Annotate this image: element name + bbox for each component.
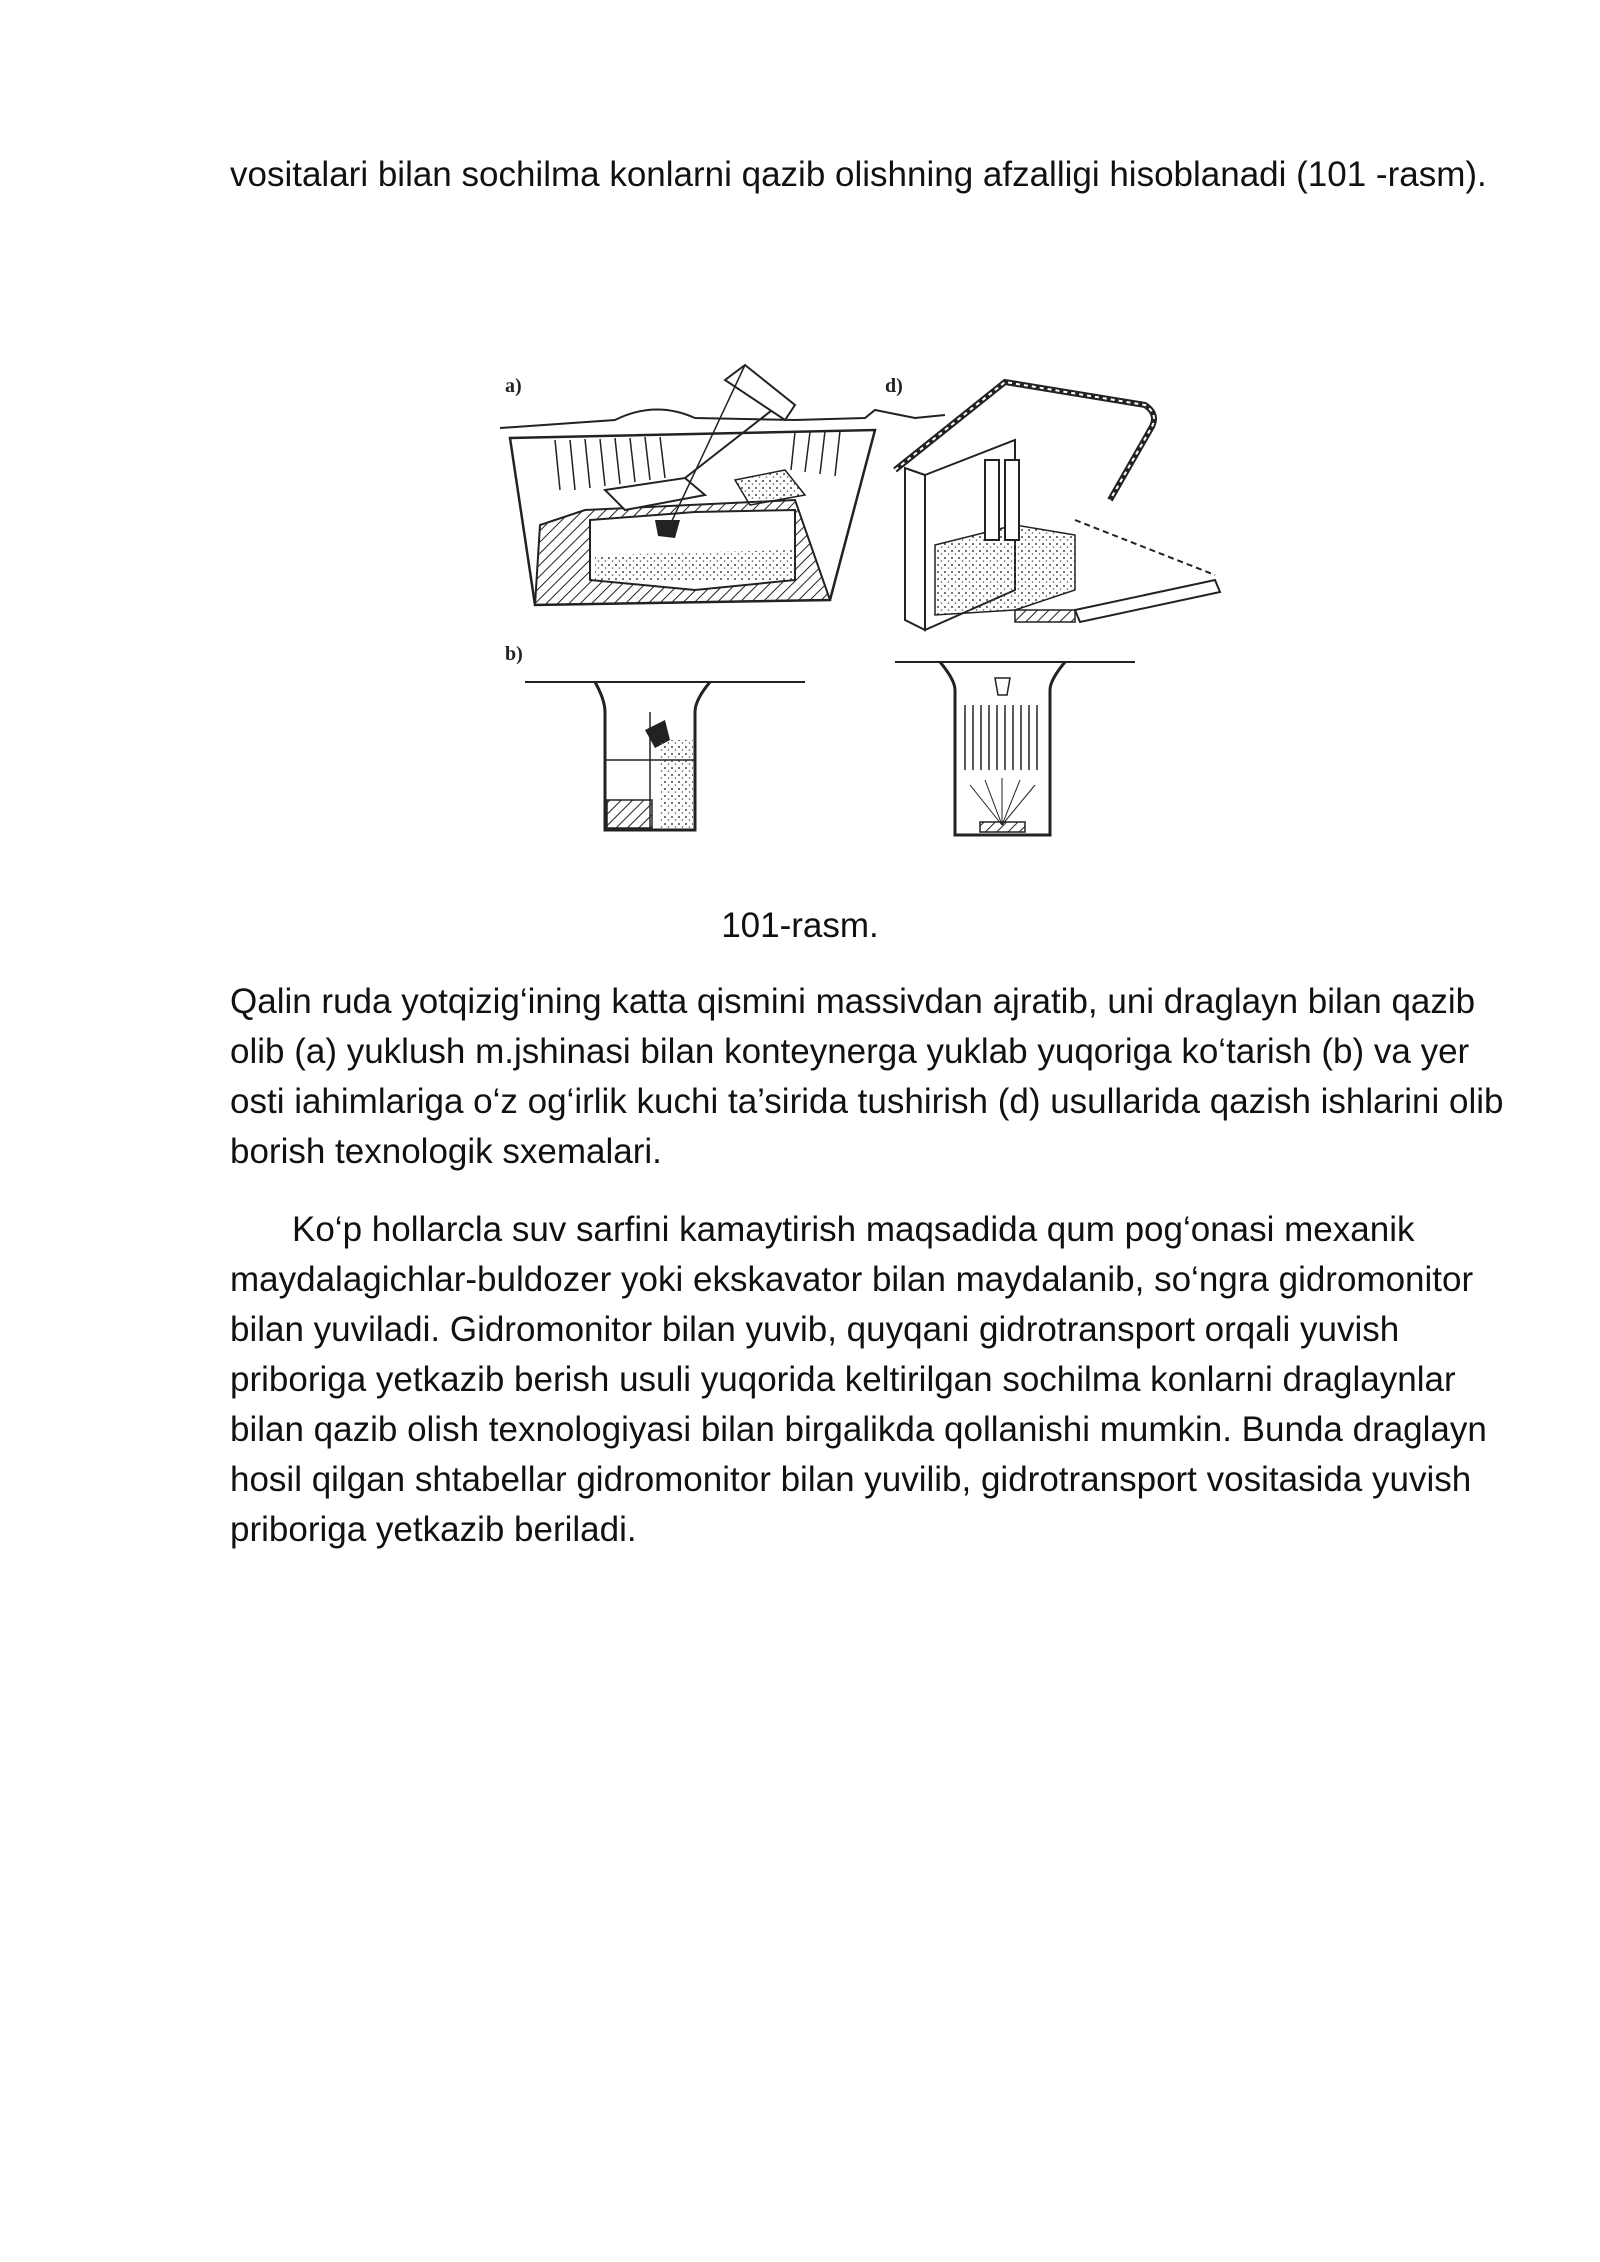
panel-b-container-hoist-scheme <box>505 643 805 830</box>
label-a: a) <box>505 375 522 397</box>
panel-d-lower-section <box>895 662 1135 835</box>
label-b: b) <box>505 643 523 665</box>
panel-a-draglayn-scheme <box>500 365 945 605</box>
label-d: d) <box>885 375 903 397</box>
figure-caption: 101-rasm. <box>721 906 879 945</box>
panel-d-underground-scheme <box>885 375 1220 630</box>
figure-101-illustration <box>495 360 1235 850</box>
paragraph-main: Ko‘p hollarcla suv sarfini kamaytirish maqsadida qum pog‘onasi mexanik maydalagichlar-buldozer yoki ekskavator bilan maydalanib, so‘ngra gidromonitor bilan yuviladi. Gidromonitor bilan yuvib, quyqani gidrotransport orqali yuvish priboriga yetkazib berish usuli yuqorida keltirilgan sochilma konlarni draglaynlar bilan qazib olish texnologiyasi bilan birgalikda qollanishi mumkin. Bunda draglayn hosil qilgan shtabellar gidromonitor bilan yuvilib, gidrotransport vositasida yuvish priboriga yetkazib beriladi. <box>230 1210 1487 1549</box>
paragraph-intro: vositalari bilan sochilma konlarni qazib olishning afzalligi hisoblanadi (101 -rasm). <box>230 155 1487 194</box>
paragraph-figure-description: Qalin ruda yotqizig‘ining katta qismini massivdan ajratib, uni draglayn bilan qazib olib (a) yuklush m.jshinasi bilan konteynerga yuklab yuqoriga ko‘tarish (b) va yer osti iahimlariga o‘z og‘irlik kuchi ta’sirida tushirish (d) usullarida qazish ishlarini olib borish texnologik sxemalari. <box>230 982 1504 1171</box>
